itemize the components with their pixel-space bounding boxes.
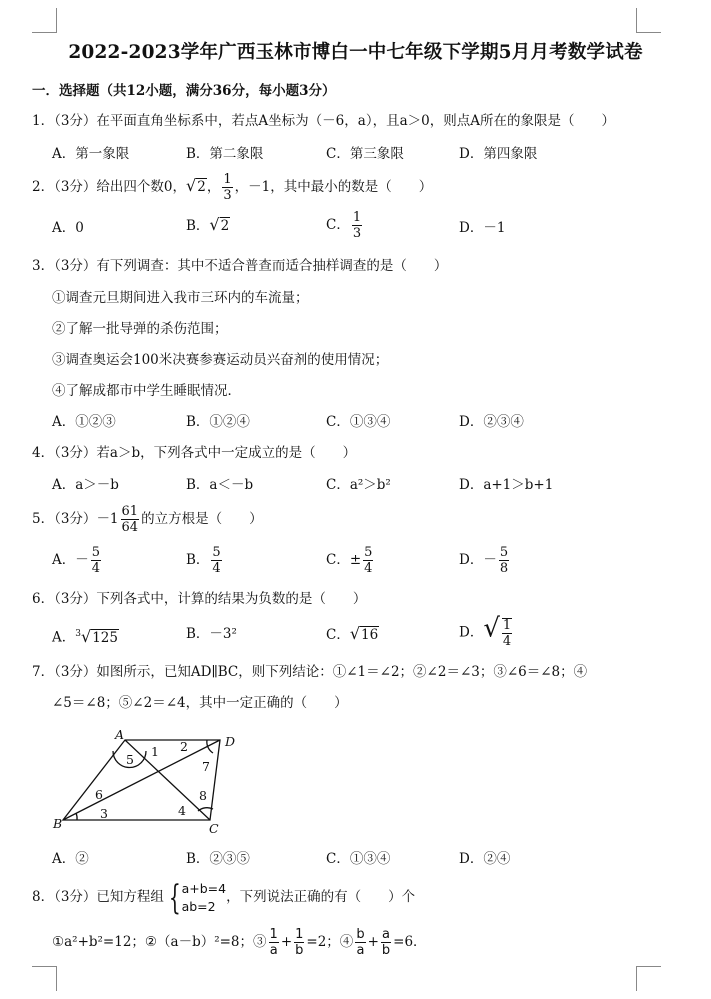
q2-option-d: D．－1 <box>459 220 506 236</box>
question-5: 5．（3分）－1 $\frac{61}{64}$ 的立方根是（ ） <box>32 504 263 535</box>
q6-option-d: D．√ $\frac{1}{4}$ <box>459 613 512 649</box>
q7-option-d: D．②④ <box>459 851 511 867</box>
angle-7: 7 <box>202 759 210 774</box>
q5-option-c: C．± $\frac{5}{4}$ <box>326 545 373 576</box>
page-title: 2022-2023学年广西玉林市博白一中七年级下学期5月月考数学试卷 <box>68 42 643 63</box>
q4-option-b: B．a＜－b <box>186 477 254 493</box>
q2-option-b: B．√2 <box>186 215 230 234</box>
q3-item-3: ③调查奥运会100米决赛参赛运动员兴奋剂的使用情况； <box>52 352 389 368</box>
q7-option-c: C．①③④ <box>326 851 391 867</box>
angle-arc-d <box>207 740 213 753</box>
q2-option-c: C． $\frac{1}{3}$ <box>326 210 362 241</box>
vertex-a: A <box>115 727 125 742</box>
q6-option-c: C．√16 <box>326 624 379 643</box>
q6-option-b: B．－3² <box>186 626 237 642</box>
vertex-d: D <box>225 734 235 749</box>
q3-item-1: ①调查元旦期间进入我市三环内的车流量； <box>52 290 309 306</box>
question-2: 2．（3分）给出四个数0，√2， $\frac{1}{3}$ ，－1，其中最小的数是（ ） <box>32 172 433 203</box>
q1-option-b: B．第二象限 <box>186 146 264 162</box>
angle-8: 8 <box>199 788 207 803</box>
q2-option-a: A．0 <box>52 220 84 236</box>
crop-mark-top-left <box>32 8 57 33</box>
question-7-line-1: 7．（3分）如图所示，已知AD∥BC，则下列结论：①∠1＝∠2；②∠2＝∠3；③∠6＝∠8；④ <box>32 664 588 680</box>
sqrt-symbol: √2 <box>186 176 206 195</box>
q1-option-a: A．第一象限 <box>52 146 130 162</box>
q4-option-d: D．a+1＞b+1 <box>459 477 554 493</box>
q5-option-b: B． $\frac{5}{4}$ <box>186 545 221 576</box>
question-1: 1．（3分）在平面直角坐标系中，若点A坐标为（－6，a），且a＞0，则点A所在的象限是（ ） <box>32 113 615 129</box>
section-heading: 一．选择题（共12小题，满分36分，每小题3分） <box>32 83 336 99</box>
question-4: 4．（3分）若a＞b，下列各式中一定成立的是（ ） <box>32 445 357 461</box>
crop-mark-bottom-left <box>32 966 57 991</box>
question-6: 6．（3分）下列各式中，计算的结果为负数的是（ ） <box>32 591 367 607</box>
q3-option-a: A．①②③ <box>52 414 116 430</box>
q4-option-c: C．a²＞b² <box>326 477 391 493</box>
angle-6: 6 <box>95 787 103 802</box>
q6-option-a: A．$^3$√125 <box>52 626 118 646</box>
angle-4: 4 <box>178 803 186 818</box>
q7-option-b: B．②③⑤ <box>186 851 250 867</box>
q3-option-b: B．①②④ <box>186 414 250 430</box>
q3-item-2: ②了解一批导弹的杀伤范围； <box>52 321 228 337</box>
angle-1: 1 <box>151 744 159 759</box>
q3-option-c: C．①③④ <box>326 414 391 430</box>
angle-5: 5 <box>126 752 134 767</box>
q7-option-a: A．② <box>52 851 89 867</box>
vertex-b: B <box>53 816 63 831</box>
angle-2: 2 <box>180 739 188 754</box>
crop-mark-top-right <box>636 8 661 33</box>
brace-symbol: { <box>168 877 181 918</box>
equation-system: a+b=4 ab=2 <box>181 880 227 914</box>
question-3: 3．（3分）有下列调查：其中不适合普查而适合抽样调查的是（ ） <box>32 258 448 274</box>
q5-option-d: D．－ $\frac{5}{8}$ <box>459 545 509 576</box>
parallelogram-figure <box>45 725 235 840</box>
q4-option-a: A．a＞－b <box>52 477 119 493</box>
question-8: 8．（3分）已知方程组 { a+b=4 ab=2 ，下列说法正确的有（ ）个 <box>32 877 416 918</box>
q8-statements: ①a²+b²=12；②（a－b）²=8；③ $\frac{1}{a}$ + $\frac{1}{b}$ =2；④ $\frac{b}{a}$ + $\frac{a}{b}$ =6． <box>52 927 427 958</box>
q5-option-a: A．－ $\frac{5}{4}$ <box>52 545 101 576</box>
q1-option-c: C．第三象限 <box>326 146 404 162</box>
angle-arc-b <box>76 813 77 820</box>
vertex-c: C <box>209 821 219 836</box>
angle-3: 3 <box>100 806 108 821</box>
fraction: $\frac{1}{3}$ <box>223 172 232 203</box>
q3-item-4: ④了解成都市中学生睡眠情况． <box>52 383 241 399</box>
question-7-line-2: ∠5＝∠8；⑤∠2＝∠4，其中一定正确的（ ） <box>52 695 348 711</box>
crop-mark-bottom-right <box>636 966 661 991</box>
q1-option-d: D．第四象限 <box>459 146 538 162</box>
q3-option-d: D．②③④ <box>459 414 524 430</box>
